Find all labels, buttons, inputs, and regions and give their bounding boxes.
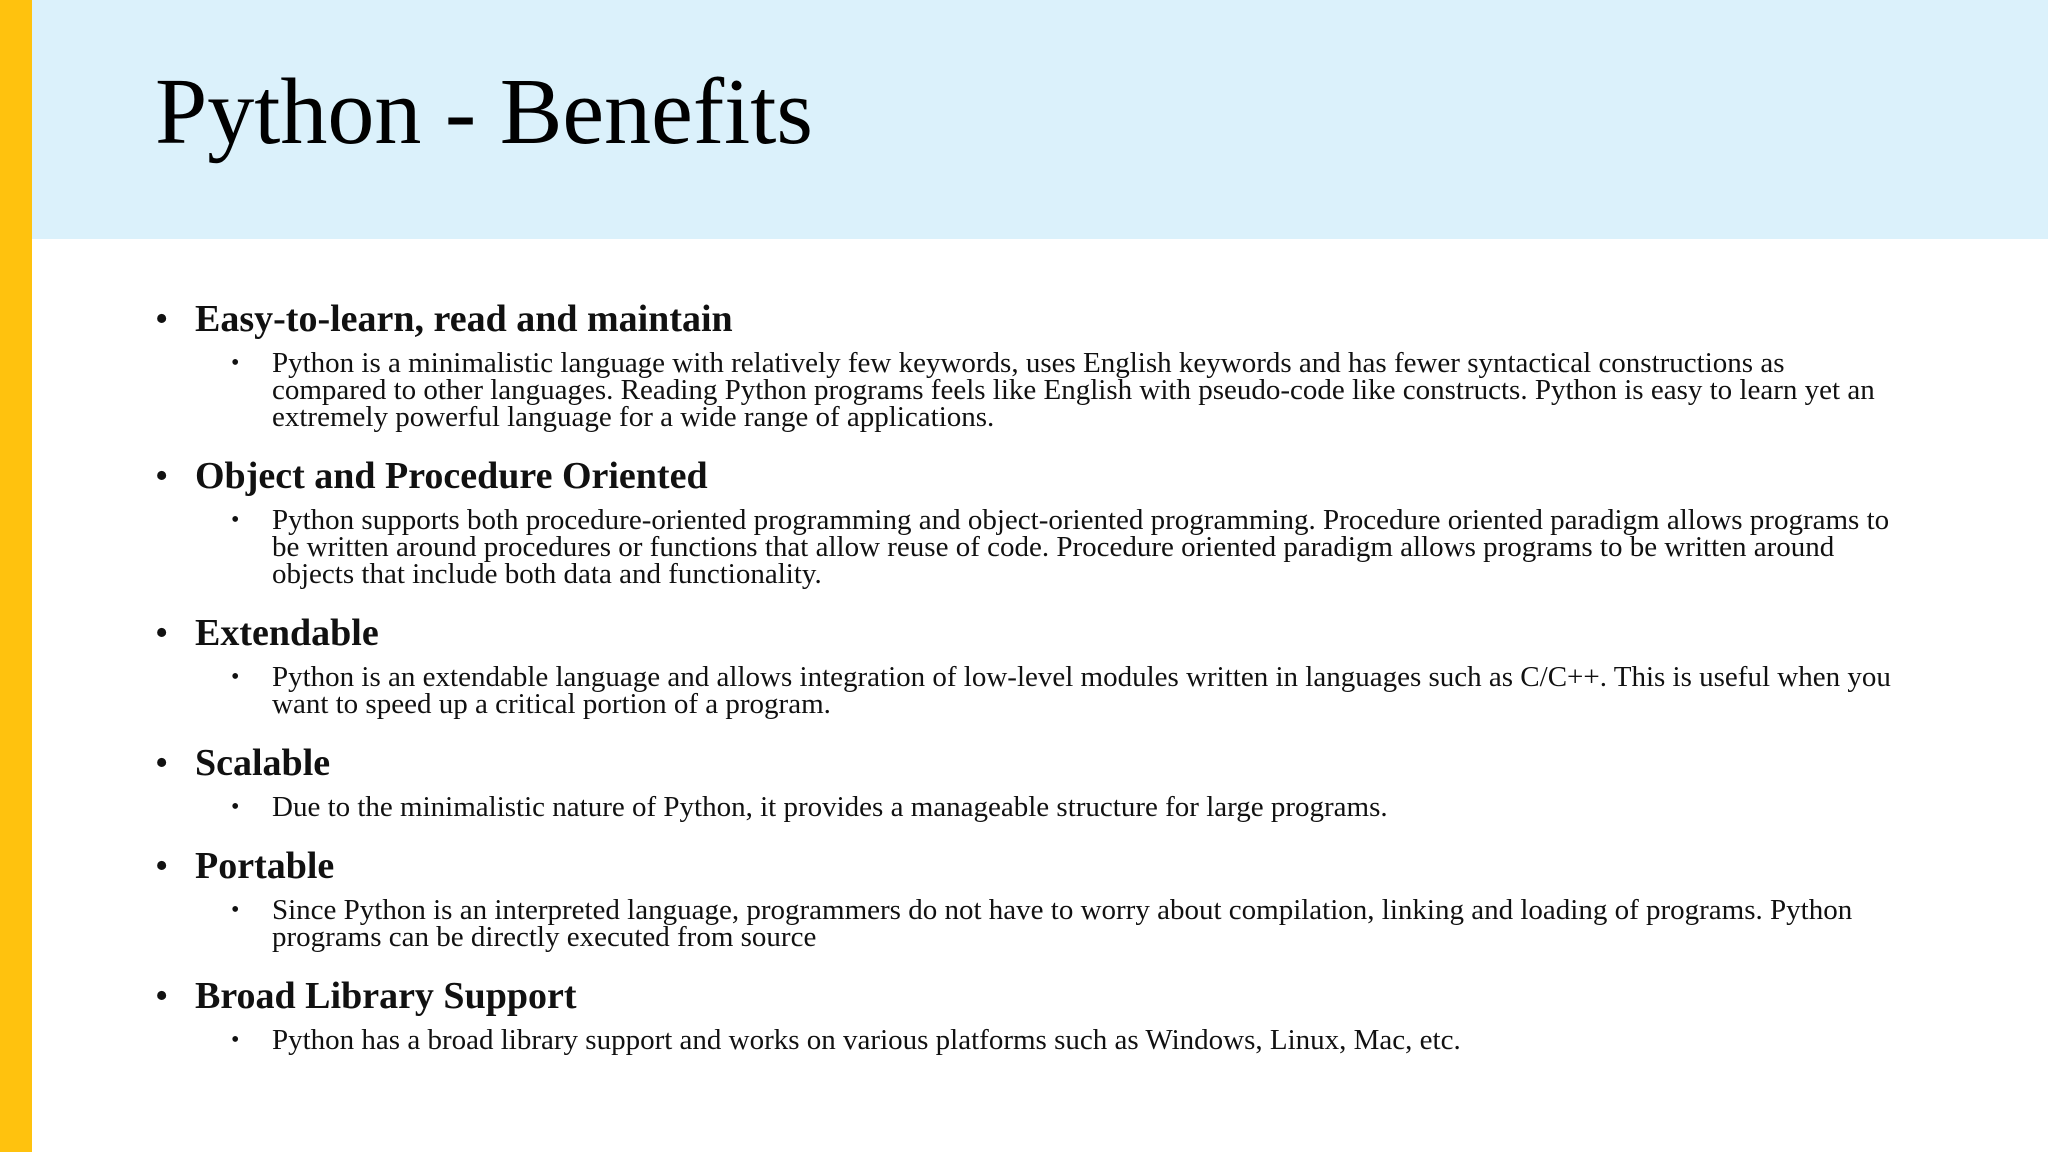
benefit-item-library-support [155, 969, 1905, 1058]
benefit-heading: • Scalable [195, 742, 331, 784]
benefit-detail: • Python supports both procedure-oriented programming and object-oriented programming. Procedure oriented paradigm allows programs to be written around procedures or functions that allow reuse of code. Procedure oriented paradigm allows programs to be written around objects that include both data and functionality. [195, 503, 1905, 592]
benefit-detail: • Since Python is an interpreted language, programmers do not have to worry about compilation, linking and loading of programs. Python programs can be directly executed from source [195, 893, 1905, 955]
benefit-detail: • Python has a broad library support and works on various platforms such as Windows, Linux, Mac, etc. [195, 1023, 1905, 1058]
benefit-details [195, 346, 1905, 435]
benefit-detail: • Due to the minimalistic nature of Python, it provides a manageable structure for large programs. [195, 790, 1905, 825]
benefit-heading: • Easy-to-learn, read and maintain [195, 298, 733, 340]
benefit-item-portable [155, 839, 1905, 955]
benefit-detail: • Python is an extendable language and allows integration of low-level modules written in languages such as C/C++. This is useful when you want to speed up a critical portion of a program. [195, 660, 1905, 722]
benefit-heading: • Broad Library Support [195, 975, 577, 1017]
benefit-item-easy-to-learn [155, 292, 1905, 435]
benefit-item-extendable [155, 606, 1905, 722]
benefit-item-object-procedure [155, 449, 1905, 592]
slide-title: Python - Benefits [155, 60, 813, 164]
accent-bar [0, 0, 32, 1152]
benefit-detail: • Python is a minimalistic language with relatively few keywords, uses English keywords and has fewer syntactical constructions as compared to other languages. Reading Python programs feels like English with pseudo-code like constructs. Python is easy to learn yet an extremely powerful language for a wide range of applications. [195, 346, 1905, 435]
benefits-list [155, 292, 1905, 1072]
benefit-details [195, 503, 1905, 592]
benefit-details [195, 893, 1905, 955]
benefit-details [195, 1023, 1905, 1058]
benefit-heading: • Object and Procedure Oriented [195, 455, 708, 497]
benefit-details [195, 790, 1905, 825]
benefit-details [195, 660, 1905, 722]
benefit-heading: • Extendable [195, 612, 379, 654]
benefit-item-scalable [155, 736, 1905, 825]
benefit-heading: • Portable [195, 845, 335, 887]
